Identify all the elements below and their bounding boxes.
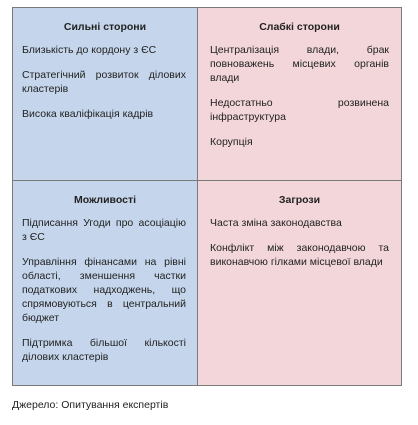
opportunities-quadrant	[13, 181, 198, 385]
threats-title: Загрози	[278, 194, 321, 206]
threat-item: Часта зміна законодавства	[210, 217, 342, 229]
strength-item: Стратегічний розвиток ділових кластерів	[22, 69, 186, 95]
opportunity-item: Управління фінансами на рівні області, зменшення частки податкових надходжень, що спрямовуються в центральний бюджет	[22, 256, 186, 324]
strength-item: Близькість до кордону з ЄС	[22, 44, 157, 56]
source-note: Джерело: Опитування експертів	[12, 399, 169, 411]
weakness-item: Централізація влади, брак повноважень місцевих органів влади	[210, 44, 389, 84]
opportunities-list	[13, 207, 197, 364]
threat-item: Конфлікт між законодавчою та виконавчою гілками місцевої влади	[210, 242, 389, 268]
opportunity-item: Підтримка більшої кількості ділових кластерів	[22, 337, 186, 363]
opportunity-item: Підписання Угоди про асоціацію з ЄС	[22, 217, 186, 243]
weaknesses-quadrant	[198, 8, 401, 181]
strength-item: Висока кваліфікація кадрів	[22, 108, 154, 120]
swot-matrix	[12, 7, 402, 386]
opportunities-title: Можливості	[73, 194, 137, 206]
weaknesses-title: Слабкі сторони	[259, 21, 340, 33]
threats-list	[198, 207, 401, 269]
threats-quadrant	[198, 181, 401, 385]
strengths-quadrant	[13, 8, 198, 181]
strengths-list	[13, 34, 197, 121]
weakness-item: Корупція	[210, 136, 253, 148]
weakness-item: Недостатньо розвинена інфраструктура	[210, 97, 389, 123]
strengths-title: Сильні сторони	[63, 21, 147, 33]
weaknesses-list	[198, 34, 401, 149]
